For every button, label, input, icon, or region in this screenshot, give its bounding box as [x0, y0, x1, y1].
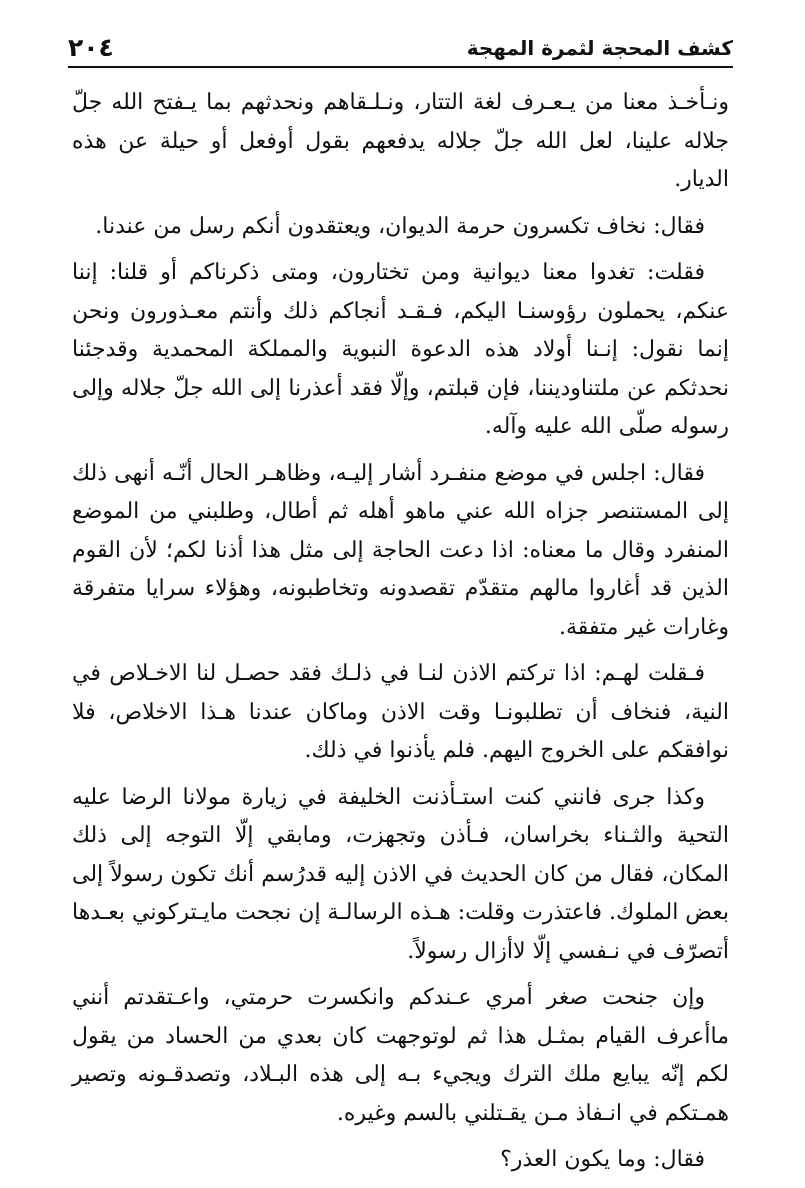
page-number: ٢٠٤: [68, 33, 114, 62]
paragraph: فقال: نخاف تكسرون حرمة الديوان، ويعتقدون أنكم رسل من عندنا.: [95, 213, 705, 239]
paragraph: وإن جنحت صغر أمري عـندكم وانكسرت حرمتي، واعـتقدتم أنني ماأعرف القيام بمثـل هذا ثم لوتوجهت كان بعدي من الحساد من يقول لكم إنّه يبايع ملك الترك ويجيء بـه إلى هذه البـلاد، وتصدقـونه وتصير همـتكم في انـفاذ مـن يقـتلني بالسم وغيره.: [72, 985, 729, 1126]
page-header: [68, 22, 733, 66]
paragraph: وكذا جرى فانني كنت استـأذنت الخليفة في زيارة مولانا الرضا عليه التحية والثـناء بخراسان، فـأذن وتجهزت، ومابقي إلّا التوجه إلى ذلك المكان، فقال من كان الحديث في الاذن إليه قدرُسم أنك تكون رسولاً إلى بعض الملوك. فاعتذرت وقلت: هـذه الرسالـة إن نجحت مايـتركوني بعـدها أتصرّف في نـفسي إلّا لاأزال رسولاً.: [72, 784, 729, 964]
paragraph: فقال: اجلس في موضع منفـرد أشار إليـه، وظاهـر الحال أنّـه أنهى ذلك إلى المستنصر جزاه الله عني ماهو أهله ثم أطال، وطلبني من الموضع المنفرد وقال ما معناه: اذا دعت الحاجة إلى مثل هذا أذنا لكم؛ لأن القوم الذين قد أغاروا مالهم متقدّم تقصدونه وتخاطبونه، وهؤلاء سرايا متفرقة وغارات غير متفقة.: [72, 460, 729, 640]
paragraph: ونـأخـذ معنا من يـعـرف لغة التتار، ونـلـقاهم ونحدثهم بما يـفتح الله جلّ جلاله علينا، لعل الله جلّ جلاله يدفعهم بقول أوفعل أو حيلة عن هذه الديار.: [72, 90, 729, 192]
paragraph: فقلت: تغدوا معنا ديوانية ومن تختارون، ومتى ذكرناكم أو قلنا: إننا عنكم، يحملون رؤوسنـا اليكم، فـقـد أنجاكم ذلك وأنتم معـذورون ونحن إنما نقول: إنـنا أولاد هذه الدعوة النبوية والمملكة المحمدية وقدجئنا نحدثكم عن ملتناوديننا، فإن قبلتم، وإلّا فقد أعذرنا إلى الله جلّ جلاله وإلى رسوله صلّى الله عليه وآله.: [72, 260, 729, 439]
header-rule: [68, 66, 733, 68]
body-text: [72, 84, 729, 1188]
paragraph: فقال: وما يكون العذر؟: [500, 1147, 705, 1172]
running-title: كشف المحجة لثمرة المهجة: [466, 36, 733, 60]
paragraph: فـقلت لهـم: اذا تركتم الاذن لنـا في ذلـك فقد حصـل لنا الاخـلاص في النية، فنخاف أن تطلبونـا وقت الاذن وماكان عندنا هـذا الاخلاص، فلا نوافقكم على الخروج اليهم. فلم يأذنوا في ذلك.: [72, 661, 729, 763]
